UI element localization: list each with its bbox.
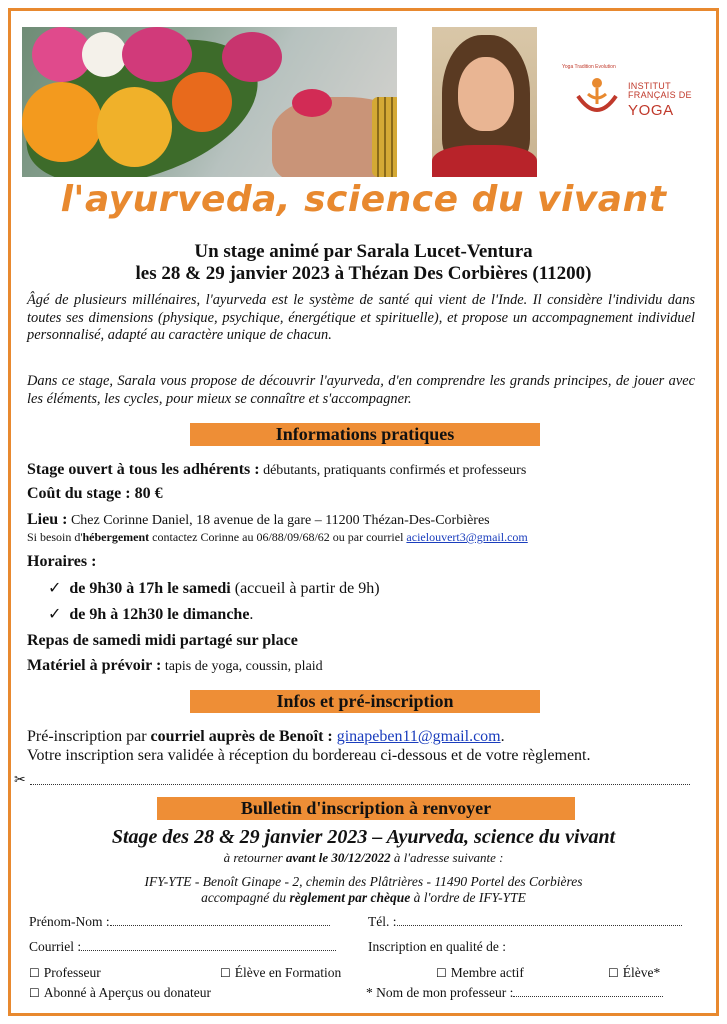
info-hebergement (27, 530, 707, 545)
accomp-post: à l'ordre de IFY-YTE (410, 890, 526, 905)
retour-post: à l'adresse suivante : (390, 850, 504, 865)
opt-prof-label: Professeur (43, 965, 101, 980)
logo-line-3: YOGA (628, 101, 674, 119)
opt-eleve-form-label: Élève en Formation (234, 965, 342, 980)
checkbox-empty-icon[interactable]: ☐ (436, 966, 447, 980)
intro-paragraph-1: Âgé de plusieurs millénaires, l'ayurveda est le système de santé qui vient de l'Inde. Il considère l'individu dans toutes ses dimensions (physique, psychique, énergétique et spirituelle), et propose un accompagnement individuel personnalisé, adapté au caractère unique de chacun. (27, 292, 695, 343)
cut-line (14, 772, 694, 788)
yoga-figure-icon (572, 72, 622, 122)
banner-bulletin: Bulletin d'inscription à renvoyer (157, 797, 575, 820)
materiel-value: tapis de yoga, coussin, plaid (161, 659, 323, 674)
info-lieu-label: Lieu : (27, 511, 68, 528)
field-courriel[interactable] (29, 939, 336, 955)
materiel-label: Matériel à prévoir : (27, 657, 162, 674)
logo-line-1: INSTITUT (628, 81, 671, 91)
checkbox-empty-icon[interactable]: ☐ (220, 966, 231, 980)
checkbox-empty-icon[interactable]: ☐ (29, 986, 40, 1000)
info-public-label: Stage ouvert à tous les adhérents : (27, 461, 260, 478)
field-prenom-nom[interactable] (29, 914, 330, 930)
info-public (27, 461, 707, 479)
samedi-bold: de 9h30 à 17h le samedi (69, 580, 231, 597)
bulletin-stage-title: Stage des 28 & 29 janvier 2023 – Ayurveda, science du vivant (111, 826, 616, 848)
checkbox-membre-actif[interactable] (436, 965, 524, 981)
field-nom-label: Prénom-Nom : (29, 914, 110, 929)
heberg-pre: Si besoin d' (27, 530, 83, 544)
info-cout (27, 485, 707, 503)
opt-membre-label: Membre actif (450, 965, 524, 980)
samedi-rest: (accueil à partir de 9h) (230, 580, 380, 597)
logo-line-2: FRANÇAIS DE (628, 90, 692, 101)
preinscription-line-2: Votre inscription sera validée à réception du bordereau ci-dessous et de votre règlement. (27, 747, 591, 764)
checkbox-professeur[interactable] (29, 965, 101, 981)
ify-logo (562, 64, 712, 134)
opt-nom-prof-label: * Nom de mon professeur : (366, 985, 514, 1000)
field-nom-professeur[interactable] (366, 985, 663, 1001)
opt-abonne-label: Abonné à Aperçus ou donateur (43, 985, 211, 1000)
heberg-bold: hébergement (82, 530, 150, 544)
field-tel-label: Tél. : (368, 914, 397, 929)
field-courriel-label: Courriel : (29, 939, 82, 954)
retour-bold: avant le 30/12/2022 (285, 850, 391, 865)
accomp-bold: règlement par chèque (289, 890, 411, 905)
field-qualite: Inscription en qualité de : (368, 939, 506, 954)
preinscription-line-1 (27, 728, 505, 746)
flowers-offering-photo (22, 27, 397, 177)
checkbox-empty-icon[interactable]: ☐ (608, 966, 619, 980)
subtitle-instructor: Un stage animé par Sarala Lucet-Ventura (194, 241, 533, 262)
info-public-value: débutants, pratiquants confirmés et professeurs (259, 463, 527, 478)
retour-pre: à retourner (223, 850, 286, 865)
page-title: l'ayurveda, science du vivant (60, 179, 667, 220)
info-horaires-label: Horaires : (27, 553, 97, 570)
banner-informations-pratiques: Informations pratiques (190, 423, 540, 446)
bulletin-accompagne (0, 890, 727, 906)
pre-line1-pre: Pré-inscription par (27, 728, 151, 745)
checkbox-abonne[interactable] (29, 985, 211, 1001)
field-tel[interactable] (368, 914, 682, 930)
checkbox-eleve[interactable] (608, 965, 660, 981)
logo-arc-text: Yoga Tradition Evolution (562, 64, 616, 70)
horaire-samedi (48, 578, 727, 598)
heberg-email-link[interactable]: acielouvert3@gmail.com (406, 530, 528, 544)
instructor-portrait-photo (432, 27, 537, 177)
bulletin-retour (0, 850, 727, 866)
info-cout-label: Coût du stage : 80 € (27, 485, 163, 502)
bulletin-address: IFY-YTE - Benoît Ginape - 2, chemin des Plâtrières - 11490 Portel des Corbières (144, 874, 583, 889)
benoit-email-link[interactable]: ginapeben11@gmail.com (336, 728, 501, 745)
pre-line1-post: . (500, 728, 505, 745)
intro-paragraph-2: Dans ce stage, Sarala vous propose de découvrir l'ayurveda, d'en comprendre les grands principes, de jouer avec les éléments, les cycles, pour mieux se connaître et s'accompagner. (27, 373, 695, 407)
accomp-pre: accompagné du (201, 890, 290, 905)
info-lieu (27, 511, 707, 529)
checkbox-eleve-formation[interactable] (220, 965, 341, 981)
checkbox-empty-icon[interactable]: ☐ (29, 966, 40, 980)
dimanche-bold: de 9h à 12h30 le dimanche (69, 606, 250, 623)
info-repas: Repas de samedi midi partagé sur place (27, 632, 298, 649)
dimanche-rest: . (249, 606, 254, 623)
horaire-dimanche (48, 604, 727, 624)
checkmark-icon: ✓ (48, 604, 62, 623)
heberg-post: contactez Corinne au 06/88/09/68/62 ou par courriel (149, 530, 407, 544)
opt-eleve-label: Élève* (622, 965, 661, 980)
pre-line1-bold: courriel auprès de Benoît : (150, 728, 333, 745)
scissors-icon: ✂ (14, 772, 26, 788)
info-materiel (27, 657, 707, 675)
banner-preinscription: Infos et pré-inscription (190, 690, 540, 713)
checkmark-icon: ✓ (48, 578, 62, 597)
info-lieu-value: Chez Corinne Daniel, 18 avenue de la gare – 11200 Thézan-Des-Corbières (67, 513, 490, 528)
subtitle-dates: les 28 & 29 janvier 2023 à Thézan Des Corbières (11200) (135, 263, 592, 284)
